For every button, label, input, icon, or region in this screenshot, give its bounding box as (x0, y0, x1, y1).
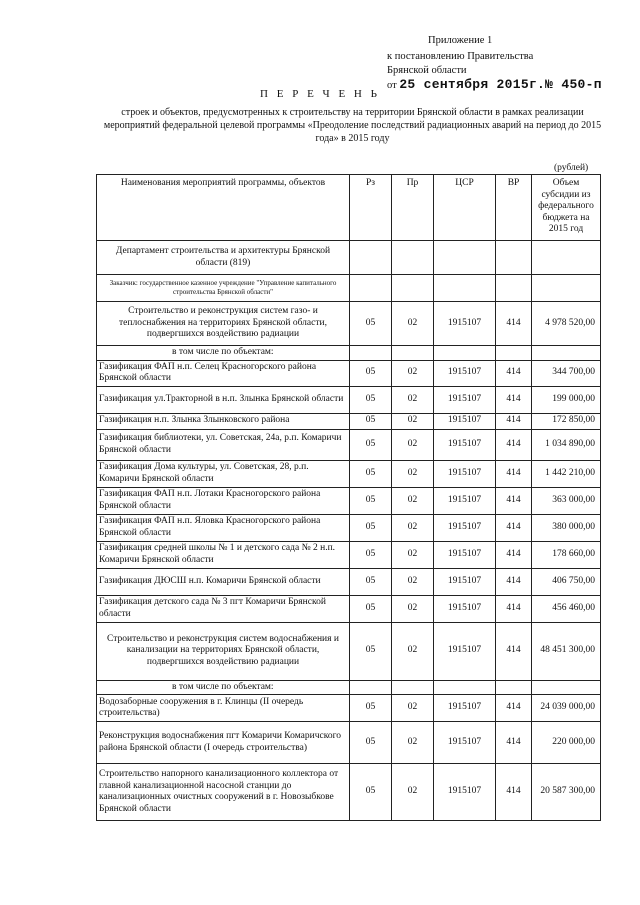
cell-name: Газификация Дома культуры, ул. Советская, 28, р.п. Комаричи Брянской области (97, 460, 350, 487)
group-row (97, 622, 601, 680)
table-row (97, 487, 601, 514)
cell-name: Газификация ФАП н.п. Яловка Красногорского района Брянской области (97, 514, 350, 541)
cell-sum: 1 034 890,00 (532, 429, 601, 460)
cell-rz: 05 (350, 695, 392, 722)
unit-label: (рублей) (554, 163, 589, 173)
cell-name: Газификация детского сада № 3 пгт Комаричи Брянской области (97, 595, 350, 622)
cell-name: Газификация н.п. Злынка Злынковского района (97, 413, 350, 429)
cell-csr: 1915107 (434, 595, 496, 622)
group-name: Строительство и реконструкция систем водоснабжения и канализации на территориях Брянской области, подвергшихся воздействию радиации (97, 622, 350, 680)
table-header-row (97, 175, 601, 241)
subheading: в том числе по объектам: (97, 680, 350, 695)
subheading-row (97, 680, 601, 695)
cell-sum: 199 000,00 (532, 386, 601, 413)
cell-pr: 02 (392, 302, 434, 346)
cell-vr: 414 (496, 695, 532, 722)
cell-vr: 414 (496, 487, 532, 514)
cell-rz: 05 (350, 360, 392, 386)
cell-pr: 02 (392, 541, 434, 568)
cell-vr: 414 (496, 595, 532, 622)
cell-sum: 456 460,00 (532, 595, 601, 622)
cell-name: Строительство напорного канализационного коллектора от главной канализационной насосной станции до канализационных очистных сооружений в г. Новозыбкове Брянской области (97, 764, 350, 821)
cell-rz: 05 (350, 622, 392, 680)
dept-name: Департамент строительства и архитектуры Брянской области (819) (97, 241, 350, 275)
cell-rz: 05 (350, 386, 392, 413)
cell-csr: 1915107 (434, 429, 496, 460)
cell-vr: 414 (496, 622, 532, 680)
cell-pr: 02 (392, 695, 434, 722)
appendix-label: Приложение 1 (428, 35, 493, 46)
cell-csr: 1915107 (434, 541, 496, 568)
cell-rz: 05 (350, 302, 392, 346)
date-prefix: от (387, 80, 397, 91)
cell-csr: 1915107 (434, 386, 496, 413)
cell-sum: 344 700,00 (532, 360, 601, 386)
cell-pr: 02 (392, 429, 434, 460)
cell-csr: 1915107 (434, 722, 496, 764)
cell-rz: 05 (350, 764, 392, 821)
subheading: в том числе по объектам: (97, 346, 350, 361)
cell-pr: 02 (392, 595, 434, 622)
document-subtitle: строек и объектов, предусмотренных к строительству на территории Брянской области в рамках реализации мероприятий федеральной целевой программы «Преодоление последствий радиационных аварий на период до 2015 года» в 2015 году (103, 107, 602, 144)
document-title: П Е Р Е Ч Е Н Ь (260, 88, 380, 100)
cell-csr: 1915107 (434, 413, 496, 429)
cell-csr: 1915107 (434, 460, 496, 487)
cell-rz: 05 (350, 413, 392, 429)
cell-vr: 414 (496, 568, 532, 595)
cell-name: Газификация ДЮСШ н.п. Комаричи Брянской области (97, 568, 350, 595)
table-row (97, 514, 601, 541)
region-label: Брянской области (387, 65, 467, 76)
cell-sum: 172 850,00 (532, 413, 601, 429)
customer-name: Заказчик: государственное казенное учреждение "Управление капитального строительства Брянской области" (97, 275, 350, 302)
table-row (97, 541, 601, 568)
customer-row (97, 275, 601, 302)
col-header-vr: ВР (496, 175, 532, 241)
cell-vr: 414 (496, 514, 532, 541)
cell-pr: 02 (392, 360, 434, 386)
cell-sum: 380 000,00 (532, 514, 601, 541)
cell-sum: 406 750,00 (532, 568, 601, 595)
cell-vr: 414 (496, 413, 532, 429)
col-header-pr: Пр (392, 175, 434, 241)
cell-vr: 414 (496, 541, 532, 568)
cell-name: Газификация библиотеки, ул. Советская, 24а, р.п. Комаричи Брянской области (97, 429, 350, 460)
subheading-row (97, 346, 601, 361)
col-header-csr: ЦСР (434, 175, 496, 241)
cell-rz: 05 (350, 429, 392, 460)
table-row (97, 460, 601, 487)
cell-pr: 02 (392, 568, 434, 595)
date-value: 25 сентября 2015г.№ 450-п (399, 77, 602, 92)
cell-csr: 1915107 (434, 695, 496, 722)
table-row (97, 722, 601, 764)
cell-pr: 02 (392, 386, 434, 413)
cell-csr: 1915107 (434, 568, 496, 595)
cell-csr: 1915107 (434, 360, 496, 386)
cell-sum: 220 000,00 (532, 722, 601, 764)
cell-vr: 414 (496, 722, 532, 764)
cell-name: Газификация ФАП н.п. Лотаки Красногорского района Брянской области (97, 487, 350, 514)
cell-sum: 4 978 520,00 (532, 302, 601, 346)
cell-rz: 05 (350, 568, 392, 595)
resolution-label: к постановлению Правительства (387, 51, 534, 62)
cell-pr: 02 (392, 460, 434, 487)
table-row (97, 695, 601, 722)
objects-table (96, 174, 601, 821)
cell-pr: 02 (392, 622, 434, 680)
cell-sum: 20 587 300,00 (532, 764, 601, 821)
table-row (97, 568, 601, 595)
table-row (97, 429, 601, 460)
table-row (97, 413, 601, 429)
cell-pr: 02 (392, 413, 434, 429)
cell-pr: 02 (392, 487, 434, 514)
cell-rz: 05 (350, 595, 392, 622)
cell-sum: 1 442 210,00 (532, 460, 601, 487)
cell-csr: 1915107 (434, 622, 496, 680)
cell-sum: 24 039 000,00 (532, 695, 601, 722)
cell-csr: 1915107 (434, 514, 496, 541)
table-row (97, 764, 601, 821)
cell-vr: 414 (496, 460, 532, 487)
cell-name: Газификация средней школы № 1 и детского сада № 2 н.п. Комаричи Брянской области (97, 541, 350, 568)
cell-name: Газификация ФАП н.п. Селец Красногорского района Брянской области (97, 360, 350, 386)
group-name: Строительство и реконструкция систем газо- и теплоснабжения на территориях Брянской области, подвергшихся воздействию радиации (97, 302, 350, 346)
table-row (97, 386, 601, 413)
cell-csr: 1915107 (434, 487, 496, 514)
col-header-name: Наименования мероприятий программы, объектов (97, 175, 350, 241)
cell-csr: 1915107 (434, 302, 496, 346)
cell-pr: 02 (392, 764, 434, 821)
dept-row (97, 241, 601, 275)
cell-name: Реконструкция водоснабжения пгт Комаричи Комаричского района Брянской области (I очередь строительства) (97, 722, 350, 764)
cell-vr: 414 (496, 386, 532, 413)
cell-name: Газификация ул.Тракторной в н.п. Злынка Брянской области (97, 386, 350, 413)
cell-sum: 178 660,00 (532, 541, 601, 568)
cell-rz: 05 (350, 514, 392, 541)
cell-sum: 48 451 300,00 (532, 622, 601, 680)
cell-rz: 05 (350, 541, 392, 568)
cell-csr: 1915107 (434, 764, 496, 821)
cell-name: Водозаборные сооружения в г. Клинцы (II очередь строительства) (97, 695, 350, 722)
cell-vr: 414 (496, 429, 532, 460)
cell-vr: 414 (496, 360, 532, 386)
cell-vr: 414 (496, 764, 532, 821)
cell-rz: 05 (350, 722, 392, 764)
group-row (97, 302, 601, 346)
cell-sum: 363 000,00 (532, 487, 601, 514)
col-header-sum: Объем субсидии из федерального бюджета на 2015 год (532, 175, 601, 241)
cell-rz: 05 (350, 487, 392, 514)
cell-pr: 02 (392, 514, 434, 541)
cell-vr: 414 (496, 302, 532, 346)
col-header-rz: Рз (350, 175, 392, 241)
cell-pr: 02 (392, 722, 434, 764)
table-row (97, 360, 601, 386)
table-row (97, 595, 601, 622)
cell-rz: 05 (350, 460, 392, 487)
